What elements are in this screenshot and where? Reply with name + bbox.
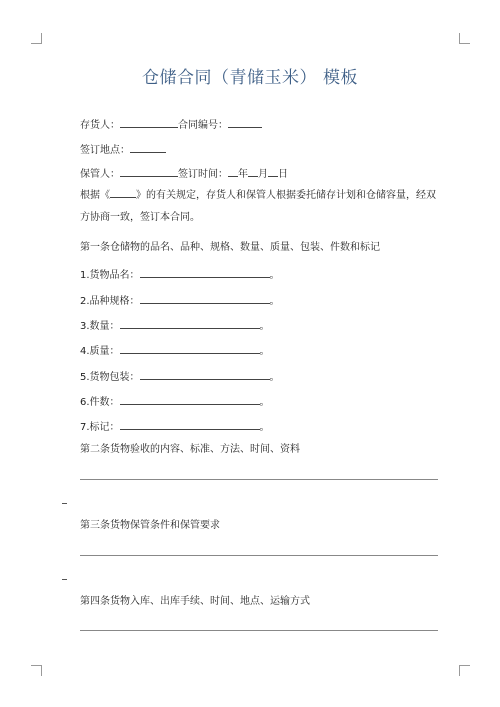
item-label: 4.质量： bbox=[80, 346, 120, 357]
keeper-label: 保管人： bbox=[80, 169, 120, 180]
item-blank[interactable] bbox=[140, 267, 270, 278]
day-label: 日 bbox=[278, 169, 288, 180]
item-end: 。 bbox=[259, 321, 270, 332]
item-row bbox=[80, 369, 280, 385]
keeper-blank[interactable] bbox=[120, 166, 178, 177]
sign-time-label: 签订时间： bbox=[178, 169, 228, 180]
article-2-title: 第二条货物验收的内容、标准、方法、时间、资料 bbox=[80, 444, 300, 455]
article-4-title: 第四条货物入库、出库手续、时间、地点、运输方式 bbox=[80, 596, 310, 607]
depositor-blank[interactable] bbox=[120, 117, 178, 128]
preamble-paragraph bbox=[80, 185, 440, 229]
crop-mark-bottom-left bbox=[31, 665, 42, 676]
item-label: 5.货物包装： bbox=[80, 372, 140, 383]
sign-place-blank[interactable] bbox=[130, 142, 166, 153]
item-row bbox=[80, 343, 270, 359]
item-end: 。 bbox=[269, 372, 280, 383]
item-row bbox=[80, 267, 280, 283]
item-blank[interactable] bbox=[140, 369, 270, 380]
preamble-rest: 》的有关规定，存货人和保管人根据委托储存计划和仓储容量，经双方协商一致，签订本合同。 bbox=[80, 190, 436, 223]
item-end: 。 bbox=[269, 296, 280, 307]
item-label: 2.品种规格： bbox=[80, 296, 140, 307]
item-label: 3.数量： bbox=[80, 321, 120, 332]
item-label: 7.标记： bbox=[80, 422, 120, 433]
item-blank[interactable] bbox=[120, 394, 260, 405]
sign-place-row bbox=[80, 142, 166, 158]
item-row bbox=[80, 394, 270, 410]
item-end: 。 bbox=[259, 397, 270, 408]
year-blank[interactable] bbox=[228, 166, 238, 177]
contract-no-blank[interactable] bbox=[228, 117, 262, 128]
day-blank[interactable] bbox=[268, 166, 278, 177]
depositor-label: 存货人： bbox=[80, 120, 120, 131]
item-label: 1.货物品名： bbox=[80, 270, 140, 281]
item-end: 。 bbox=[269, 270, 280, 281]
year-label: 年 bbox=[238, 169, 248, 180]
article-3-answer-line[interactable] bbox=[80, 555, 438, 556]
item-label: 6.件数： bbox=[80, 397, 120, 408]
dash-mark bbox=[62, 579, 67, 580]
month-label: 月 bbox=[258, 169, 268, 180]
crop-mark-top-right bbox=[459, 33, 470, 44]
article-1-title: 第一条仓储物的品名、品种、规格、数量、质量、包装、件数和标记 bbox=[80, 242, 380, 253]
crop-mark-bottom-right bbox=[459, 665, 470, 676]
article-3-title: 第三条货物保管条件和保管要求 bbox=[80, 520, 220, 531]
item-end: 。 bbox=[259, 422, 270, 433]
item-end: 。 bbox=[259, 346, 270, 357]
item-blank[interactable] bbox=[120, 419, 260, 430]
article-2-answer-line[interactable] bbox=[80, 479, 438, 480]
depositor-row bbox=[80, 117, 262, 133]
sign-place-label: 签订地点： bbox=[80, 145, 130, 156]
month-blank[interactable] bbox=[248, 166, 258, 177]
item-row bbox=[80, 318, 270, 334]
keeper-row bbox=[80, 166, 288, 182]
crop-mark-top-left bbox=[31, 33, 42, 44]
item-blank[interactable] bbox=[120, 318, 260, 329]
law-name-blank[interactable] bbox=[110, 187, 136, 198]
item-row bbox=[80, 293, 280, 309]
article-4-answer-line[interactable] bbox=[80, 630, 438, 631]
item-blank[interactable] bbox=[120, 343, 260, 354]
contract-no-label: 合同编号： bbox=[178, 120, 228, 131]
item-blank[interactable] bbox=[140, 293, 270, 304]
item-row bbox=[80, 419, 270, 435]
preamble-start: 根据《 bbox=[80, 190, 110, 201]
document-title: 仓储合同（青储玉米） 模板 bbox=[142, 68, 358, 88]
dash-mark bbox=[62, 503, 67, 504]
